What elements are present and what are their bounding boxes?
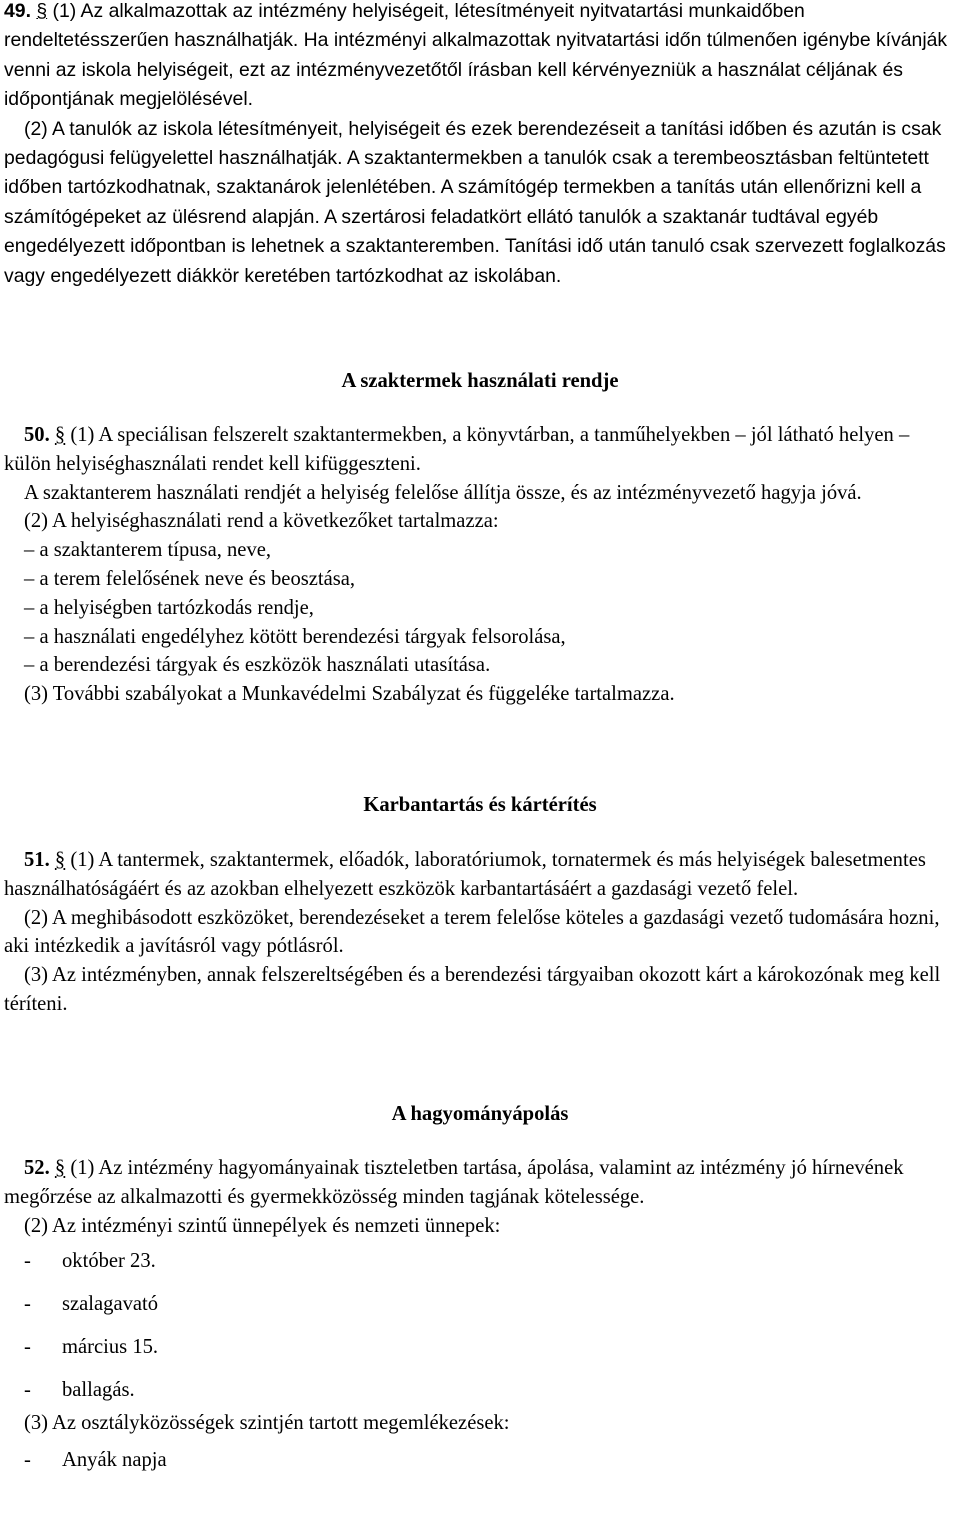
section-51-par-2: (2) A meghibásodott eszközöket, berendezéseket a terem felelőse köteles a gazdasági vezető tudomására hozni, aki intézkedik a javításról vagy pótlásról. xyxy=(4,906,940,958)
commemoration-list xyxy=(4,1446,956,1489)
section-52-par-1 xyxy=(4,1154,956,1212)
holiday-list xyxy=(4,1247,956,1409)
list-item xyxy=(4,1376,956,1409)
heading-karbantartas: Karbantartás és kártérítés xyxy=(363,794,597,816)
list-item: – a terem felelősének neve és beosztása, xyxy=(24,567,356,590)
list-item xyxy=(4,1446,956,1489)
heading-szaktermek: A szaktermek használati rendje xyxy=(341,370,619,392)
section-number: 49. xyxy=(4,0,31,22)
section-50-par-1b: A szaktanterem használati rendjét a helyiség felelőse állítja össze, és az intézményvezető hagyja jóvá. xyxy=(24,481,862,504)
section-51-text-1: (1) A tantermek, szaktantermek, előadók, laboratóriumok, tornatermek és más helyiségek balesetmentes használhatóságáért és az azokban elhelyezett eszközök karbantartásáért a gazdasági vezető felel. xyxy=(4,849,926,900)
section-number: 52. xyxy=(24,1157,50,1179)
holiday-label: március 15. xyxy=(62,1336,159,1359)
heading-hagyomanyapolas: A hagyományápolás xyxy=(391,1103,569,1125)
list-item xyxy=(4,1290,956,1333)
list-item xyxy=(4,1247,956,1290)
section-50-par-2: (2) A helyiséghasználati rend a következőket tartalmazza: xyxy=(24,510,499,533)
section-sign: § xyxy=(54,424,66,446)
commemoration-label: Anyák napja xyxy=(62,1449,167,1472)
hyphen-bullet: - xyxy=(24,1336,31,1359)
holiday-label: október 23. xyxy=(62,1250,156,1273)
hyphen-bullet: - xyxy=(24,1449,31,1472)
section-52-par-3: (3) Az osztályközösségek szintjén tartott megemlékezések: xyxy=(24,1412,510,1435)
section-49-text-1: (1) Az alkalmazottak az intézmény helyiségeit, létesítményeit nyitvatartási munkaidőben rendeltetésszerűen használhatják. Ha intézményi alkalmazottak nyitvatartási időn túlmenően igénybe kívánják venni az iskola helyiségeit, ezt az intézményvezetőtől írásban kell kérvényezniük a használat céljának és időpontjának megjelölésével. xyxy=(4,0,948,111)
hyphen-bullet: - xyxy=(24,1293,31,1316)
section-50 xyxy=(4,421,956,709)
section-number: 50. xyxy=(24,424,50,446)
section-50-text-1: (1) A speciálisan felszerelt szaktantermekben, a könyvtárban, a tanműhelyekben – jól látható helyen – külön helyiséghasználati rendet kell kifüggeszteni. xyxy=(4,424,910,475)
section-49 xyxy=(4,0,956,291)
section-50-par-1 xyxy=(4,421,956,479)
holiday-label: ballagás. xyxy=(62,1379,135,1402)
section-51-par-1 xyxy=(4,846,956,904)
list-item xyxy=(4,1333,956,1376)
section-52 xyxy=(4,1154,956,1489)
section-sign: § xyxy=(54,1157,66,1179)
list-item: – a használati engedélyhez kötött berendezési tárgyak felsorolása, xyxy=(24,625,566,648)
section-52-par-2: (2) Az intézményi szintű ünnepélyek és nemzeti ünnepek: xyxy=(24,1214,501,1237)
section-50-par-3: (3) További szabályokat a Munkavédelmi Szabályzat és függeléke tartalmazza. xyxy=(24,683,675,706)
section-number: 51. xyxy=(24,849,50,871)
hyphen-bullet: - xyxy=(24,1250,31,1273)
section-49-par-2: (2) A tanulók az iskola létesítményeit, helyiségeit és ezek berendezéseit a tanítási időben és azután is csak pedagógusi felügyelettel használhatják. A szaktantermekben a tanulók csak a terembeosztásban feltüntetett időben tartózkodhatnak, szaktanárok jelenlétében. A számítógép termekben a tanítás után ellenőrizni kell a számítógépeket az ülésrend alapján. A szertárosi feladatkört ellátó tanulók a szaktanár tudtával egyéb engedélyezett időpontban is lehetnek a szaktanteremben. Tanítási idő után tanuló csak szervezett foglalkozás vagy engedélyezett diákkör keretében tartózkodhat az iskolában. xyxy=(4,117,946,287)
hyphen-bullet: - xyxy=(24,1379,31,1402)
section-sign: § xyxy=(36,0,48,22)
list-item: – a berendezési tárgyak és eszközök használati utasítása. xyxy=(24,654,491,677)
holiday-label: szalagavató xyxy=(62,1293,159,1316)
section-52-text-1: (1) Az intézmény hagyományainak tiszteletben tartása, ápolása, valamint az intézmény jó hírnevének megőrzése az alkalmazotti és gyermekközösség minden tagjának kötelessége. xyxy=(4,1157,904,1208)
list-item: – a helyiségben tartózkodás rendje, xyxy=(24,596,314,619)
section-51 xyxy=(4,846,956,1019)
section-51-par-3: (3) Az intézményben, annak felszereltségében és a berendezési tárgyaiban okozott kárt a károkozónak meg kell téríteni. xyxy=(4,964,941,1015)
section-sign: § xyxy=(54,849,66,871)
list-item: – a szaktanterem típusa, neve, xyxy=(24,539,272,562)
room-rules-list xyxy=(4,536,956,680)
section-49-par-1 xyxy=(4,0,956,115)
